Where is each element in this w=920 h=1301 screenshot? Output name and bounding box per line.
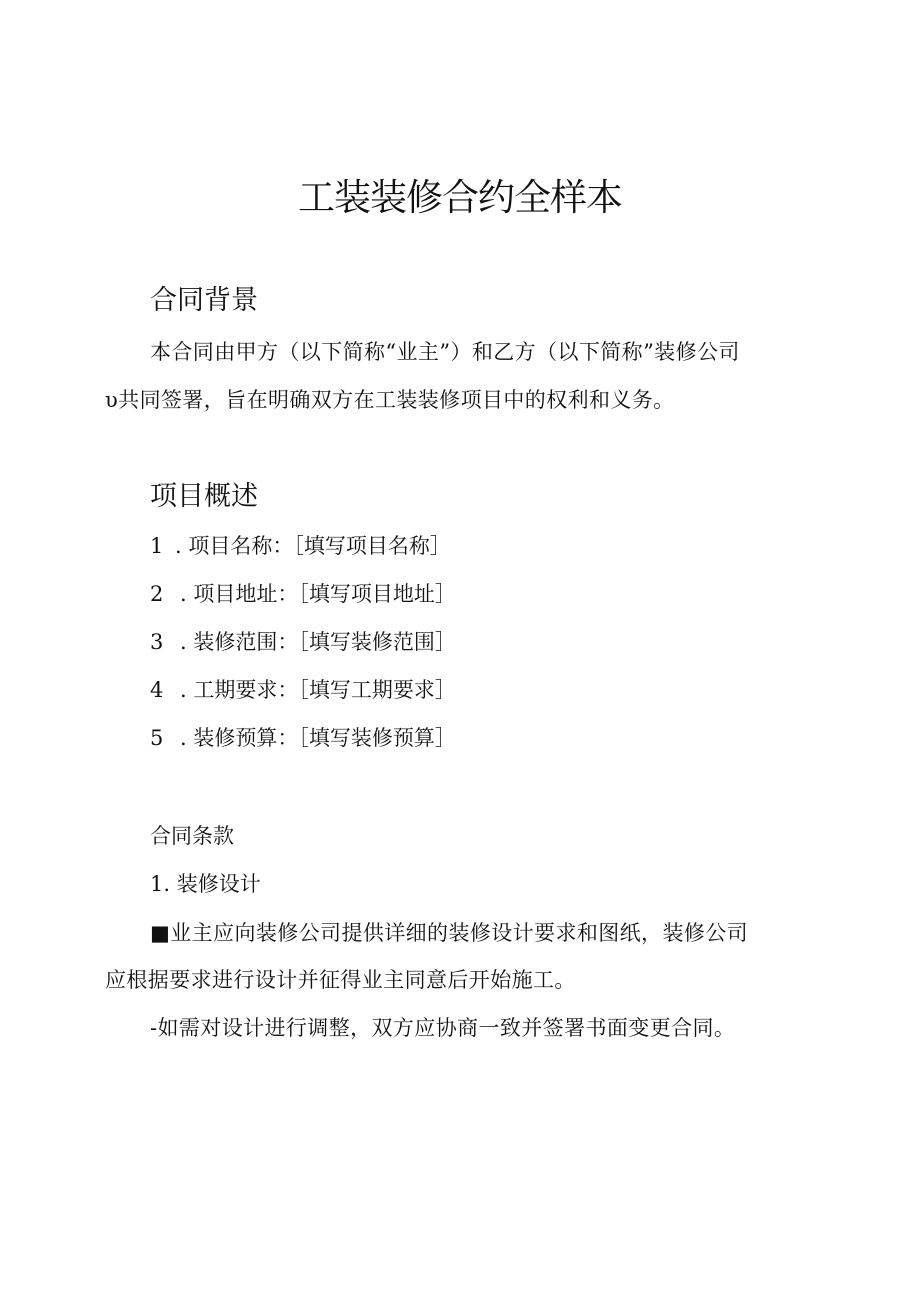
item-text: . 项目地址：［填写项目地址］ bbox=[180, 582, 456, 606]
background-paragraph-line-2: υ共同签署，旨在明确双方在工装装修项目中的权利和义务。 bbox=[105, 388, 675, 412]
item-number: 2 bbox=[150, 582, 164, 606]
section-heading-background: 合同背景 bbox=[150, 285, 258, 316]
item-text: . 装修范围：［填写装修范围］ bbox=[180, 630, 456, 654]
item-number: 1 bbox=[150, 534, 164, 558]
overview-item-schedule bbox=[150, 675, 456, 705]
item-text: . 项目名称：［填写项目名称］ bbox=[175, 534, 451, 558]
background-paragraph-line-1: 本合同由甲方（以下简称“业主”）和乙方（以下简称”装修公司 bbox=[150, 340, 740, 364]
clause-1-line-1: ■业主应向装修公司提供详细的装修设计要求和图纸，装修公司 bbox=[150, 921, 749, 945]
section-heading-terms: 合同条款 bbox=[150, 824, 234, 848]
overview-item-name bbox=[150, 531, 451, 561]
overview-item-budget bbox=[150, 723, 456, 753]
clause-1-line-2: 应根据要求进行设计并征得业主同意后开始施工。 bbox=[105, 968, 576, 992]
overview-item-address bbox=[150, 579, 456, 609]
item-number: 4 bbox=[150, 678, 164, 702]
item-text: . 装修预算：［填写装修预算］ bbox=[180, 726, 456, 750]
section-heading-overview: 项目概述 bbox=[150, 481, 258, 512]
document-title: 工装装修合约全样本 bbox=[298, 176, 622, 219]
item-number: 3 bbox=[150, 630, 164, 654]
overview-item-scope bbox=[150, 627, 456, 657]
item-number: 5 bbox=[150, 726, 164, 750]
terms-section-1-title: 1. 装修设计 bbox=[150, 872, 261, 896]
item-text: . 工期要求：［填写工期要求］ bbox=[180, 678, 456, 702]
clause-2: -如需对设计进行调整，双方应协商一致并签署书面变更合同。 bbox=[150, 1016, 736, 1040]
